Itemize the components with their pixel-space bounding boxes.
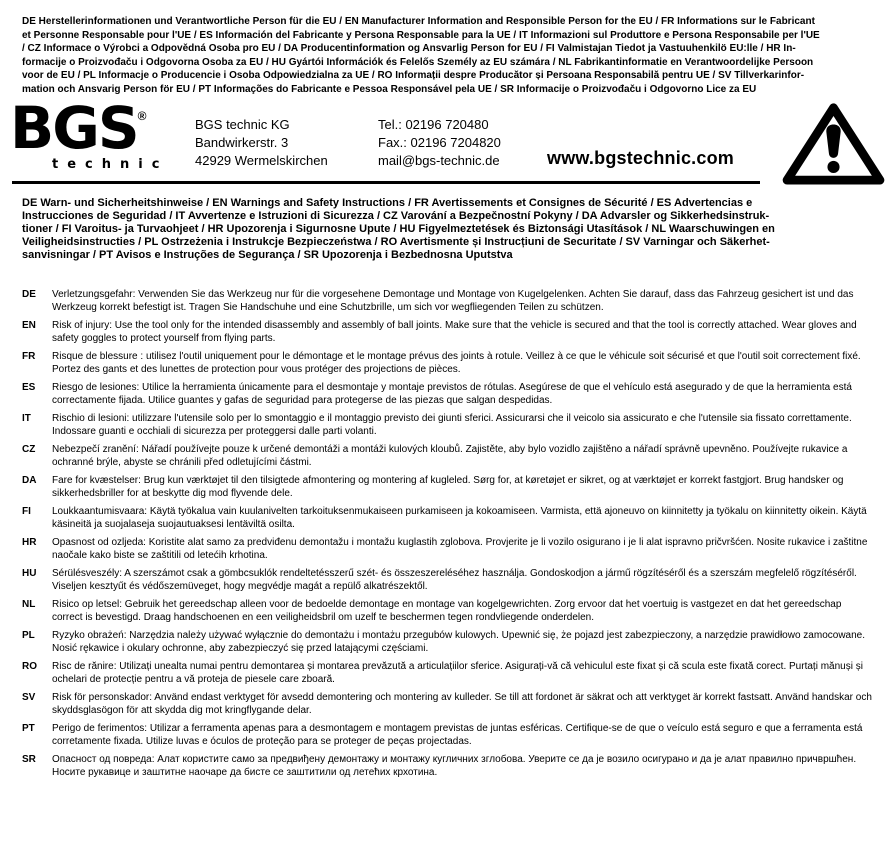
- warning-item: [22, 505, 873, 531]
- warning-item: [22, 319, 873, 345]
- brand-header: [0, 95, 895, 195]
- phone-number: Tel.: 02196 720480: [378, 117, 489, 132]
- bgs-logo: [10, 94, 185, 172]
- warning-text: Risk of injury: Use the tool only for the intended disassembly and assembly of ball joints. Make sure that the vehicle is secured and that the tool is correctly attached. Wear gloves and safety goggles to protect yourself from flying parts.: [52, 320, 857, 344]
- warning-item: [22, 567, 873, 593]
- warning-item: [22, 691, 873, 717]
- warnings-list: [22, 288, 873, 784]
- warning-item: [22, 722, 873, 748]
- language-code: PL: [22, 630, 35, 641]
- warning-text: Risico op letsel: Gebruik het gereedschap alleen voor de bedoelde demontage en montage van kogelgewrichten. Zorg ervoor dat het voertuig is vastgezet en dat het gereedschap correct is bevestigd. Draag handschoenen en een veiligheidsbril om uzelf te beschermen tegen rondvliegende onderdelen.: [52, 599, 842, 623]
- warning-item: [22, 660, 873, 686]
- warning-text: Ryzyko obrażeń: Narzędzia należy używać wyłącznie do demontażu i montażu przegubów kulowych. Upewnić się, że pojazd jest zabezpieczony, a narzędzie prawidłowo zamocowane. Nosić rękawice i okulary ochronne, aby zabezpieczyć się przed latającymi częściami.: [52, 630, 866, 654]
- warning-item: [22, 474, 873, 500]
- warning-text: Risque de blessure : utilisez l'outil uniquement pour le démontage et le montage prévus des joints à rotule. Veillez à ce que le véhicule soit sécurisé et que l'outil soit correctement fixé. Portez des gants et des lunettes de protection pour vous protéger des projections de pièces.: [52, 351, 861, 375]
- website-url: www.bgstechnic.com: [547, 148, 734, 168]
- language-code: NL: [22, 599, 36, 610]
- language-code: HR: [22, 537, 37, 548]
- manufacturer-info-header: [22, 15, 882, 96]
- heading-line: sanvisningar / PT Avisos e Instruções de Segurança / SR Upozorenja i Bezbednosna Uputstva: [22, 249, 513, 261]
- language-code: FR: [22, 351, 36, 362]
- warning-item: [22, 753, 873, 779]
- header-line: voor de EU / PL Informacje o Producencie i Osoba Odpowiedzialna za UE / RO Informații despre Producător și Persoana Responsabilă pentru UE / SV Tillverkarinfor-: [22, 70, 805, 81]
- header-line: formacije o Proizvođaču i Odgovorna Osoba za EU / HU Gyártói Információk és Felelős Személy az EU számára / NL Fabrikantinformatie en Verantwoordelijke Persoon: [22, 56, 814, 68]
- company-address: [195, 116, 328, 170]
- warning-text: Rischio di lesioni: utilizzare l'utensile solo per lo smontaggio e il montaggio previsto dei giunti sferici. Assicurarsi che il veicolo sia assicurato e che l'utensile sia fissato correttamente. Indossare guanti e occhiali di sicurezza per proteggersi dalle parti volanti.: [52, 413, 852, 437]
- warning-item: [22, 536, 873, 562]
- warning-item: [22, 381, 873, 407]
- heading-line: Instrucciones de Seguridad / IT Avvertenze e Istruzioni di Sicurezza / CZ Varování a Bezpečnostní Pokyny / DA Advarsler og Sikkerhedsinstruk-: [22, 210, 770, 222]
- company-contact: [378, 116, 501, 170]
- warning-text: Fare for kvæstelser: Brug kun værktøjet til den tilsigtede afmontering og montering af kugleled. Sørg for, at køretøjet er sikret, og at værktøjet er korrekt fastgjort. Brug handsker og sikkerhedsbriller for at beskytte dig mod flyvende dele.: [52, 475, 844, 499]
- warning-text: Loukkaantumisvaara: Käytä työkalua vain kuulanivelten tarkoituksenmukaiseen purkamiseen ja kokoamiseen. Varmista, että ajoneuvo on kiinnitetty ja työkalu on kiinnitetty oikein. Käytä käsineitä ja suojalaseja suojautuaksesi lentäviltä osilta.: [52, 506, 867, 530]
- language-code: ES: [22, 382, 36, 393]
- warning-text: Опасност од повреда: Алат користите само за предвиђену демонтажу и монтажу кугличних зглобова. Уверите се да је возило осигурано и да је алат правилно причвршћен. Носите рукавице и заштитне наочаре да бисте се заштитили од летећих крхотина.: [52, 754, 857, 778]
- warning-item: [22, 443, 873, 469]
- registered-trademark-symbol: ®: [137, 109, 147, 123]
- company-name: BGS technic KG: [195, 117, 290, 132]
- warning-text: Opasnost od ozljeda: Koristite alat samo za predviđenu demontažu i montažu kuglastih zglobova. Provjerite je li vozilo osigurano i je li alat ispravno pričvršćen. Nosite rukavice i zaštitne naočale kako biste se zaštitili od letećih krhotina.: [52, 537, 868, 561]
- language-code: DE: [22, 289, 36, 300]
- warning-item: [22, 629, 873, 655]
- header-line: mation och Ansvarig Person för EU / PT Informações do Fabricante e Pessoa Responsável pela UE / SR Informacije o Proizvođaču i Odgovorno Lice za EU: [22, 83, 757, 95]
- heading-line: Veiligheidsinstructies / PL Ostrzeżenia i Instrukcje Bezpieczeństwa / RO Avertismente și Instrucțiuni de Securitate / SV Varningar och Säkerhet-: [22, 236, 770, 248]
- language-code: EN: [22, 320, 36, 331]
- language-code: CZ: [22, 444, 36, 455]
- fax-number: Fax.: 02196 7204820: [378, 135, 501, 150]
- warning-text: Verletzungsgefahr: Verwenden Sie das Werkzeug nur für die vorgesehene Demontage und Montage von Kugelgelenken. Achten Sie darauf, dass das Fahrzeug gesichert ist und das Werkzeug korrekt befestigt ist. Tragen Sie Handschuhe und eine Schutzbrille, um sich vor wegfliegenden Teilen zu schützen.: [52, 289, 854, 313]
- language-code: SV: [22, 692, 36, 703]
- company-city: 42929 Wermelskirchen: [195, 153, 328, 168]
- email-address: mail@bgs-technic.de: [378, 153, 500, 168]
- header-line: / CZ Informace o Výrobci a Odpovědná Osoba pro EU / DA Producentinformation og Ansvarlig Person for EU / FI Valmistajan Tiedot ja Vastuuhenkilö EU:lle / HR In-: [22, 43, 796, 54]
- language-code: PT: [22, 723, 35, 734]
- warning-text: Risk för personskador: Använd endast verktyget för avsedd demontering och montering av kulleder. Se till att fordonet är säkrat och att verktyget är korrekt fastsatt. Använd handskar och skyddsglasögon för att skydda dig mot kringflygande delar.: [52, 692, 872, 716]
- warning-triangle-icon: [779, 101, 888, 192]
- warning-text: Riesgo de lesiones: Utilice la herramienta únicamente para el desmontaje y montaje previstos de rótulas. Asegúrese de que el vehículo está asegurado y de que la herramienta está correctamente fijada. Utilice guantes y gafas de seguridad para protegerse de las piezas que salgan despedidas.: [52, 382, 852, 406]
- header-divider: [12, 181, 760, 184]
- warning-text: Nebezpečí zranění: Nářadí používejte pouze k určené demontáži a montáži kulových kloubů. Zajistěte, aby bylo vozidlo zajištěno a nářadí správně upevněno. Používejte rukavice a ochranné brýle, abyste se chránili před odletujícími částmi.: [52, 444, 848, 468]
- warning-item: [22, 412, 873, 438]
- warning-text: Perigo de ferimentos: Utilizar a ferramenta apenas para a desmontagem e montagem previstas de juntas esféricas. Certifique-se de que o veículo está seguro e que a ferramenta está corretamente fixada. Utilize luvas e óculos de proteção para se proteger de peças projectadas.: [52, 723, 863, 747]
- warning-text: Sérülésveszély: A szerszámot csak a gömbcsuklók rendeltetésszerű szét- és összeszereléséhez használja. Gondoskodjon a jármű rögzítéséről és a szerszám megfelelő rögzítéséről. Viseljen kesztyűt és védőszemüveget, hogy megvédje magát a repülő alkatrészektől.: [52, 568, 857, 592]
- logo-wordmark: BGS: [10, 94, 138, 162]
- heading-line: DE Warn- und Sicherheitshinweise / EN Warnings and Safety Instructions / FR Avertissements et Consignes de Sécurité / ES Advertencias e: [22, 197, 753, 209]
- header-line: et Personne Responsable pour l'UE / ES Información del Fabricante y Persona Responsable para la UE / IT Informazioni sul Produttore e Persona Responsabile per l'UE: [22, 29, 820, 41]
- language-code: FI: [22, 506, 31, 517]
- warning-item: [22, 598, 873, 624]
- language-code: HU: [22, 568, 37, 579]
- language-code: DA: [22, 475, 37, 486]
- language-code: IT: [22, 413, 31, 424]
- safety-instructions-heading: [22, 197, 882, 262]
- language-code: SR: [22, 754, 36, 765]
- warning-item: [22, 350, 873, 376]
- warning-text: Risc de rănire: Utilizați unealta numai pentru demontarea și montarea prevăzută a articulațiilor sferice. Asigurați-vă că vehiculul este fixat și că scula este fixată corect. Purtați mănuși și ochelari de protecție pentru a vă proteja de piesele care zboară.: [52, 661, 863, 685]
- logo-subtext: technic: [52, 157, 169, 172]
- company-street: Bandwirkerstr. 3: [195, 135, 289, 150]
- language-code: RO: [22, 661, 37, 672]
- heading-line: tioner / FI Varoitus- ja Turvaohjeet / HR Upozorenja i Sigurnosne Upute / HU Figyelmeztetések és Biztonsági Utasítások / NL Waarschuwingen en: [22, 223, 775, 235]
- header-line: DE Herstellerinformationen und Verantwortliche Person für die EU / EN Manufacturer Information and Responsible Person for the EU / FR Informations sur le Fabricant: [22, 16, 815, 27]
- warning-item: [22, 288, 873, 314]
